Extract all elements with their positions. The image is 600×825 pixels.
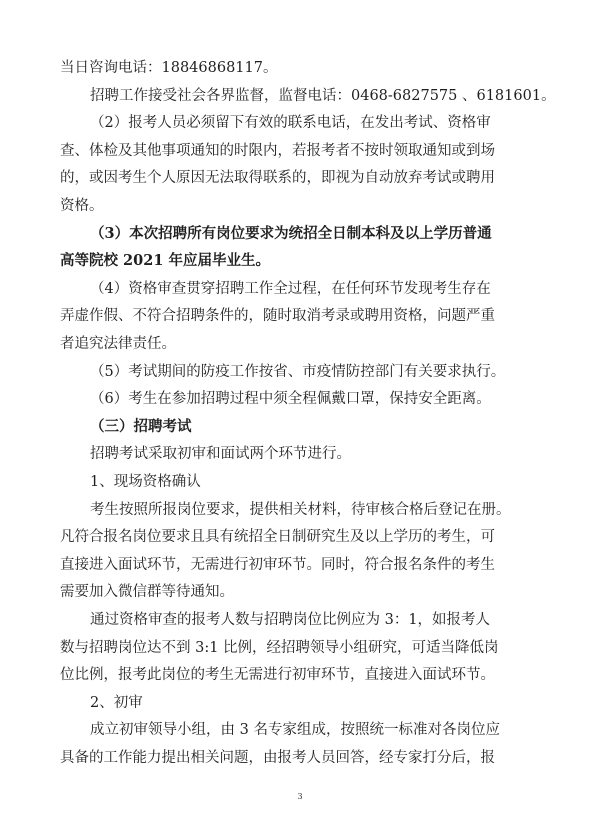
text-line: 凡符合报名岗位要求且具有统招全日制研究生及以上学历的考生，可 [60, 529, 495, 546]
text-line: 当日咨询电话：18846868117。 [60, 60, 278, 76]
text-line: （4）资格审查贯穿招聘工作全过程，在任何环节发现考生存在 [90, 280, 491, 297]
text-line: 者追究法律责任。 [60, 336, 176, 352]
text-line: 位比例，报考此岗位的考生无需进行初审环节，直接进入面试环节。 [60, 667, 495, 684]
text-line: 需要加入微信群等待通知。 [60, 584, 234, 601]
text-line: 的，或因考生个人原因无法取得联系的，即视为自动放弃考试或聘用 [60, 170, 495, 187]
text-line: 成立初审领导小组，由 3 名专家组成，按照统一标准对各岗位应 [90, 722, 500, 739]
text-line: 数与招聘岗位达不到 3:1 比例，经招聘领导小组研究，可适当降低岗 [60, 639, 499, 656]
text-line: 招聘工作接受社会各界监督，监督电话：0468-6827575 、6181601。 [90, 87, 556, 104]
page-number: 3 [297, 792, 303, 801]
text-line: 直接进入面试环节，无需进行初审环节。同时，符合报名条件的考生 [60, 556, 495, 573]
text-line: 考生按照所报岗位要求，提供相关材料，待审核合格后登记在册。 [90, 501, 511, 518]
subsection-heading: 1、现场资格确认 [90, 474, 201, 490]
text-line: 弄虚作假、不符合招聘条件的，随时取消考录或聘用资格，问题严重 [60, 308, 495, 325]
text-line: 招聘考试采取初审和面试两个环节进行。 [90, 446, 351, 463]
text-line: 高等院校 2021 年应届毕业生。 [60, 252, 270, 270]
text-line: （6）考生在参加招聘过程中须全程佩戴口罩，保持安全距离。 [90, 391, 491, 408]
text-line: （3）本次招聘所有岗位要求为统招全日制本科及以上学历普通 [90, 224, 492, 242]
text-line: （5）考试期间的防疫工作按省、市疫情防控部门有关要求执行。 [90, 363, 506, 380]
subsection-heading: 2、初审 [90, 694, 143, 711]
text-line: （2）报考人员必须留下有效的联系电话，在发出考试、资格审 [90, 115, 491, 132]
text-line: 资格。 [60, 198, 104, 214]
text-line: 通过资格审查的报考人数与招聘岗位比例应为 3：1，如报考人 [90, 612, 491, 628]
text-line: 具备的工作能力提出相关问题，由报考人员回答，经专家打分后，报 [60, 750, 495, 766]
text-line: 查、体检及其他事项通知的时限内，若报考者不按时领取通知或到场 [60, 142, 495, 159]
section-heading: （三）招聘考试 [90, 417, 192, 435]
